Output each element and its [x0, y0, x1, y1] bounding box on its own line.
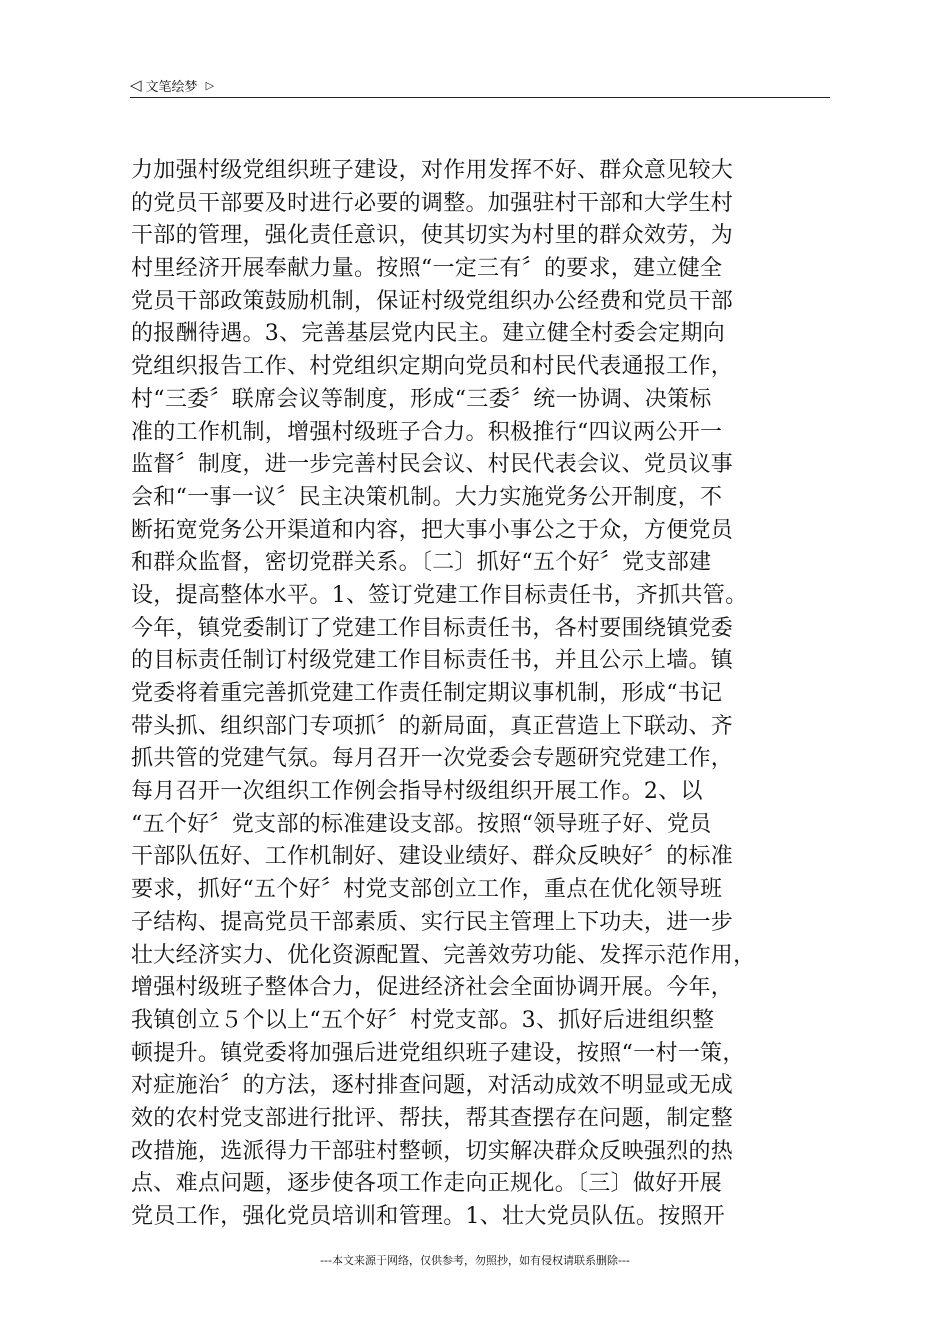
body-text-line: 村“三委〞联席会议等制度，形成“三委〞统一协调、决策标 — [131, 386, 712, 412]
body-text-line: 抓共管的党建气氛。每月召开一次党委会专题研究党建工作， — [131, 746, 734, 772]
body-text-line: 准的工作机制，增强村级班子合力。积极推行“四议两公开一 — [131, 419, 723, 445]
body-text-line: 断拓宽党务公开渠道和内容，把大事小事公之于众，方便党员 — [131, 517, 734, 543]
body-text-line: 党组织报告工作、村党组织定期向党员和村民代表通报工作， — [131, 354, 734, 380]
body-text-line: 的目标责任制订村级党建工作目标责任书，并且公示上墙。镇 — [131, 648, 734, 674]
body-text-line: 子结构、提高党员干部素质、实行民主管理上下功夫，进一步 — [131, 909, 734, 935]
body-text-line: 设，提高整体水平。1、签订党建工作目标责任书，齐抓共管。 — [131, 582, 748, 608]
document-body — [131, 155, 833, 1234]
body-text-line: 会和“一事一议〞民主决策机制。大力实施党务公开制度，不 — [131, 484, 723, 510]
triangle-right-icon: ▷ — [205, 79, 215, 92]
body-text-line: “五个好〞党支部的标准建设支部。按照“领导班子好、党员 — [131, 811, 712, 837]
header-divider — [130, 97, 830, 98]
body-text-line: 每月召开一次组织工作例会指导村级组织开展工作。2、以 — [131, 779, 703, 805]
body-text-line: 党员干部政策鼓励机制，保证村级党组织办公经费和党员干部 — [131, 288, 734, 314]
body-text-line: 监督〞制度，进一步完善村民会议、村民代表会议、党员议事 — [131, 452, 734, 478]
body-text-line: 力加强村级党组织班子建设，对作用发挥不好、群众意见较大 — [131, 158, 734, 183]
triangle-left-icon: ◁ — [130, 76, 142, 94]
body-text-line: 干部队伍好、工作机制好、建设业绩好、群众反映好〞的标准 — [131, 844, 734, 870]
body-text-line: 效的农村党支部进行批评、帮扶，帮其查摆存在问题，制定整 — [131, 1105, 734, 1131]
body-text-line: 顿提升。镇党委将加强后进党组织班子建设，按照“一村一策， — [131, 1040, 745, 1066]
body-text-line: 党委将着重完善抓党建工作责任制定期议事机制，形成“书记 — [131, 681, 723, 706]
body-text-line: 的党员干部要及时进行必要的调整。加强驻村干部和大学生村 — [131, 190, 734, 216]
body-text-line: 我镇创立５个以上“五个好〞村党支部。3、抓好后进组织整 — [131, 1007, 715, 1033]
footer-disclaimer: ---本文来源于网络，仅供参考，勿照抄，如有侵权请联系删除--- — [320, 1254, 630, 1267]
body-text-line: 干部的管理，强化责任意识，使其切实为村里的群众效劳，为 — [131, 223, 734, 249]
brand-name: 文笔绘梦 — [145, 80, 198, 95]
body-text-line: 带头抓、组织部门专项抓〞的新局面，真正营造上下联动、齐 — [131, 713, 734, 739]
brand-logo — [130, 76, 214, 95]
body-text-line: 对症施治〞的方法，逐村排查问题，对活动成效不明显或无成 — [131, 1073, 734, 1099]
body-text-line: 党员工作，强化党员培训和管理。1、壮大党员队伍。按照开 — [131, 1204, 726, 1229]
body-text-line: 改措施，选派得力干部驻村整顿，切实解决群众反映强烈的热 — [131, 1138, 734, 1164]
body-text-line: 增强村级班子整体合力，促进经济社会全面协调开展。今年， — [131, 975, 734, 1001]
body-text-line: 点、难点问题，逐步使各项工作走向正规化。〔三〕做好开展 — [131, 1171, 723, 1197]
body-text-line: 今年，镇党委制订了党建工作目标责任书，各村要围绕镇党委 — [131, 615, 734, 641]
body-text-line: 和群众监督，密切党群关系。〔二〕抓好“五个好〞党支部建 — [131, 550, 712, 576]
body-text-line: 村里经济开展奉献力量。按照“一定三有〞的要求，建立健全 — [131, 256, 723, 282]
body-text-line: 的报酬待遇。3、完善基层党内民主。建立健全村委会定期向 — [131, 321, 726, 347]
body-text-line: 壮大经济实力、优化资源配置、完善效劳功能、发挥示范作用， — [131, 942, 756, 968]
page-header — [130, 74, 830, 98]
body-text-line: 要求，抓好“五个好〞村党支部创立工作，重点在优化领导班 — [131, 877, 723, 903]
